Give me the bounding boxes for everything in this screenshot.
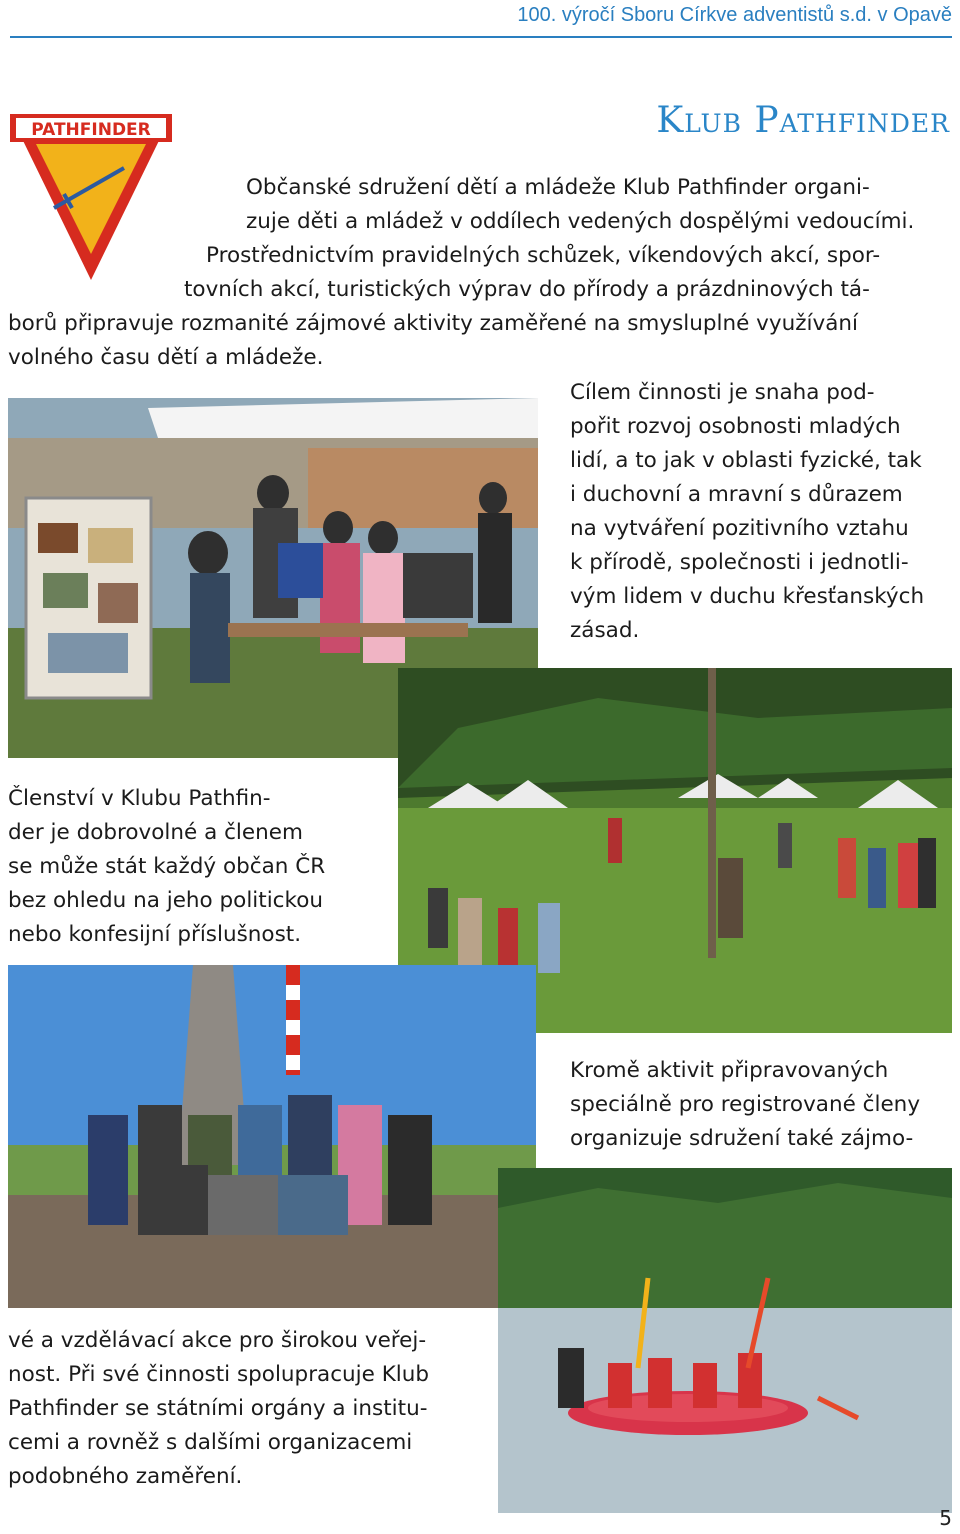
intro-line-1: Občanské sdružení dětí a mládeže Klub Pathfinder organi-: [246, 175, 870, 200]
intro-line-5: borů připravuje rozmanité zájmové aktivity zaměřené na smysluplné využívání: [8, 311, 859, 336]
activities-line-1: Kromě aktivit připravovaných: [570, 1058, 889, 1083]
activities-line-2: speciálně pro registrované členy: [570, 1092, 921, 1117]
goal-line-1: Cílem činnosti je snaha pod-: [570, 380, 875, 405]
photo-group-monument: [8, 965, 536, 1308]
membership-line-5: nebo konfesijní příslušnost.: [8, 922, 302, 947]
membership-line-2: der je dobrovolné a členem: [8, 820, 303, 845]
intro-line-3: Prostřednictvím pravidelných schůzek, víkendových akcí, spor-: [206, 243, 881, 268]
goal-line-8: zásad.: [570, 618, 640, 643]
goal-line-7: vým lidem v duchu křesťanských: [570, 584, 925, 609]
article-title: Klub Pathfinder: [656, 100, 950, 141]
public-line-3: Pathfinder se státními orgány a institu-: [8, 1396, 428, 1421]
public-line-4: cemi a rovněž s dalšími organizacemi: [8, 1430, 413, 1455]
header-rule: [10, 36, 952, 38]
public-line-5: podobného zaměření.: [8, 1464, 243, 1489]
goal-line-2: pořit rozvoj osobnosti mladých: [570, 414, 901, 439]
membership-line-1: Členství v Klubu Pathfin-: [8, 786, 271, 811]
goal-line-5: na vytváření pozitivního vztahu: [570, 516, 909, 541]
page-number: 5: [939, 1506, 952, 1530]
photo-rafting: [498, 1168, 952, 1513]
goal-line-4: i duchovní a mravní s důrazem: [570, 482, 903, 507]
intro-line-2: zuje děti a mládež v oddílech vedených dospělými vedoucími.: [246, 209, 915, 234]
goal-line-3: lidí, a to jak v oblasti fyzické, tak: [570, 448, 922, 473]
pathfinder-logo: [6, 108, 176, 283]
membership-line-4: bez ohledu na jeho politickou: [8, 888, 323, 913]
public-line-2: nost. Při své činnosti spolupracuje Klub: [8, 1362, 430, 1387]
running-header: 100. výročí Sboru Církve adventistů s.d. v Opavě: [517, 4, 952, 26]
goal-line-6: k přírodě, společnosti i jednotli-: [570, 550, 909, 575]
intro-line-6: volného času dětí a mládeže.: [8, 345, 324, 370]
activities-line-3: organizuje sdružení také zájmo-: [570, 1126, 914, 1151]
public-line-1: vé a vzdělávací akce pro širokou veřej-: [8, 1328, 427, 1353]
intro-line-4: tovních akcí, turistických výprav do přírody a prázdninových tá-: [184, 277, 870, 302]
membership-line-3: se může stát každý občan ČR: [8, 854, 326, 879]
logo-text: PATHFINDER: [31, 120, 151, 140]
